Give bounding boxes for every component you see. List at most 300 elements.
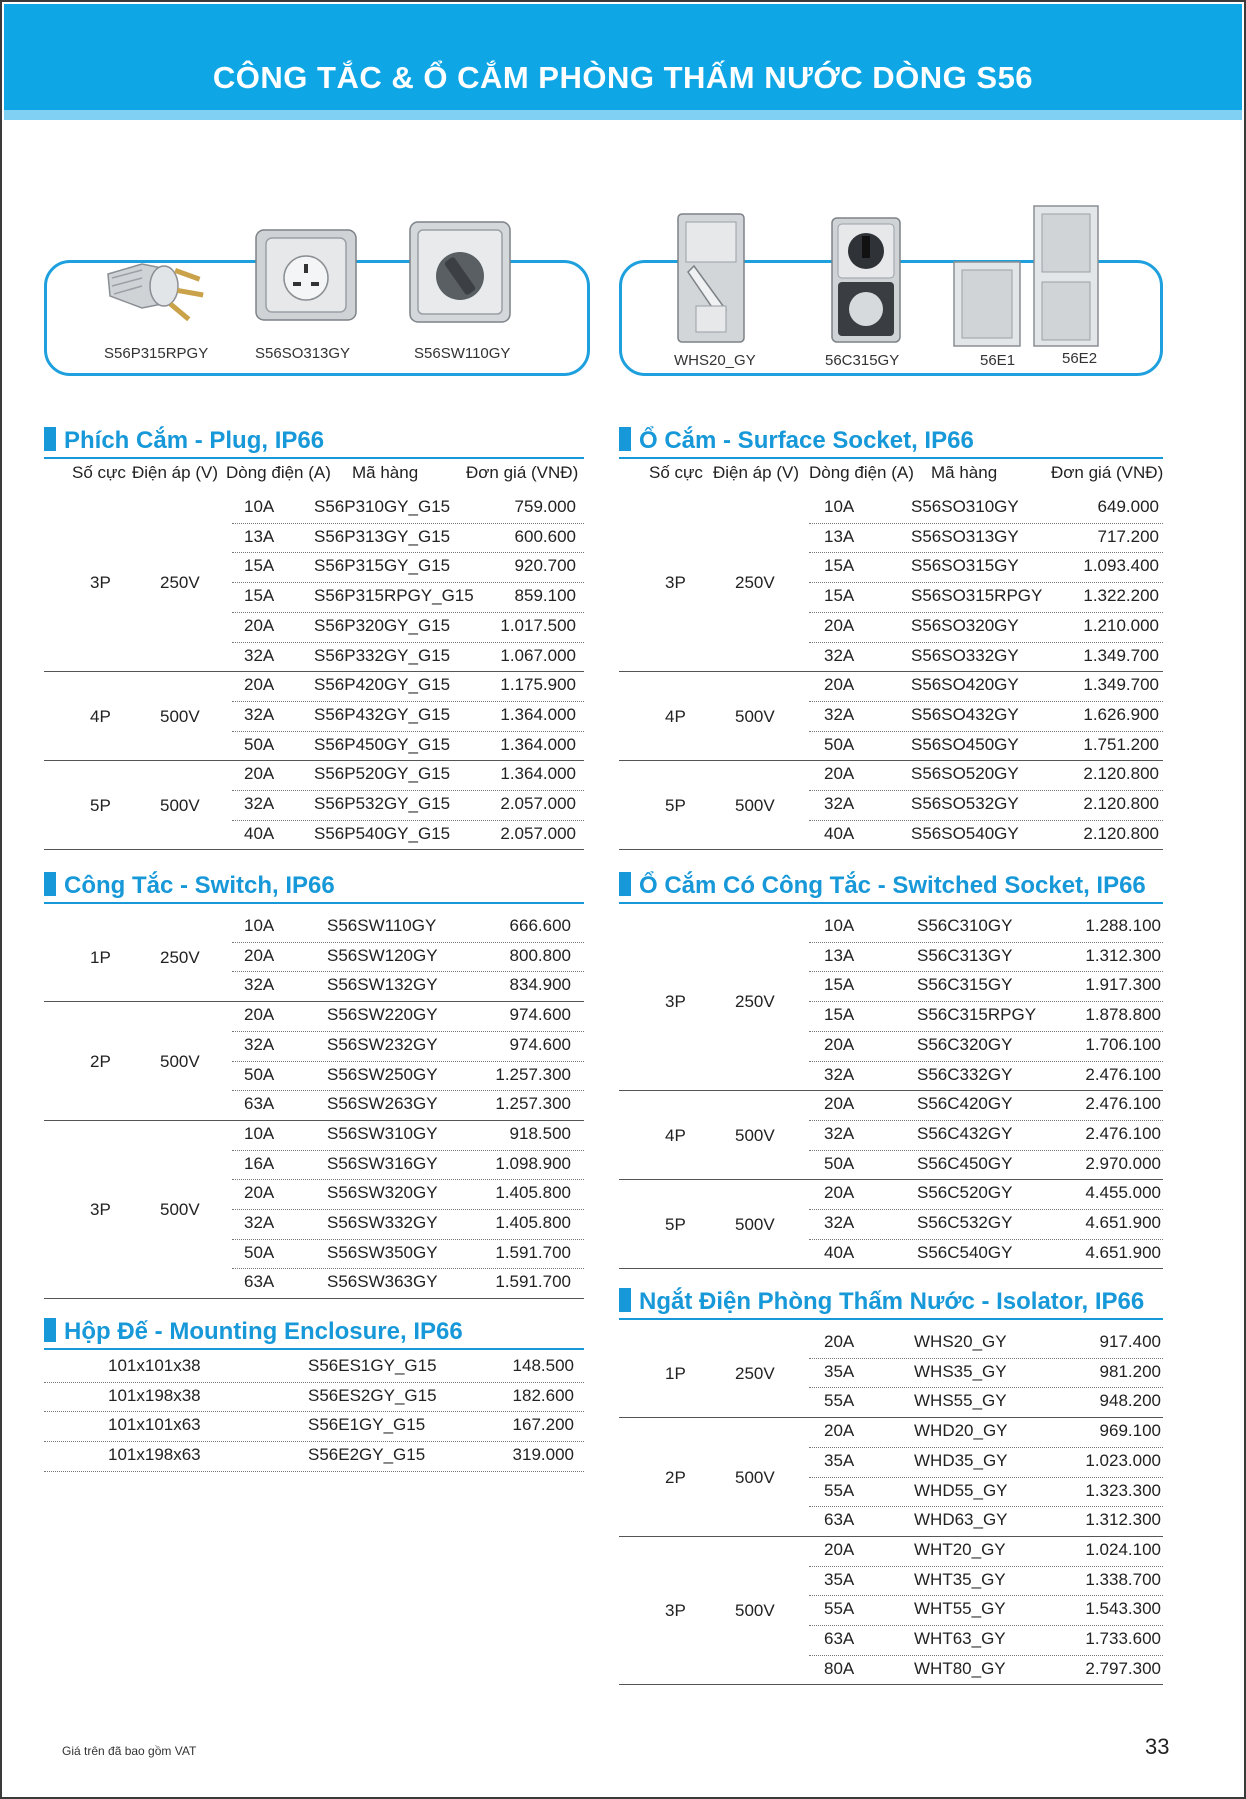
column-header-price: Đơn giá (VNĐ): [466, 463, 579, 482]
current-cell: 50A: [244, 734, 275, 754]
row-divider: [809, 1358, 1163, 1359]
poles-cell: 1P: [90, 947, 111, 967]
price-cell: 1.338.700: [1085, 1569, 1161, 1589]
price-cell: 1.288.100: [1085, 916, 1161, 935]
product-code-cell: S56C540GY: [917, 1242, 1013, 1262]
section-title: [44, 427, 324, 455]
current-cell: 32A: [244, 794, 275, 813]
showcase-label: WHS20_GY: [674, 352, 756, 369]
section-rule: [619, 1318, 1163, 1320]
row-divider: [809, 790, 1163, 791]
product-code-cell: S56P540GY_G15: [314, 823, 451, 843]
row-divider: [232, 1179, 584, 1180]
product-code-cell: WHT63_GY: [914, 1629, 1006, 1648]
price-cell: 1.349.700: [1083, 645, 1159, 665]
plug-product-image: [102, 234, 212, 329]
current-cell: 20A: [244, 615, 275, 635]
price-cell: 2.120.800: [1083, 794, 1159, 813]
product-code-cell: WHD35_GY: [914, 1450, 1008, 1470]
current-cell: 20A: [824, 1539, 855, 1559]
product-code-cell: S56P310GY_G15: [314, 497, 451, 516]
row-divider: [809, 942, 1163, 943]
column-header-voltage: Điện áp (V): [132, 463, 218, 482]
current-cell: 32A: [244, 1213, 275, 1232]
size-cell: 101x101x63: [108, 1415, 201, 1435]
current-cell: 80A: [824, 1658, 855, 1678]
product-code-cell: S56SW350GY: [327, 1242, 438, 1262]
row-divider: [232, 1268, 584, 1269]
row-divider: [809, 1120, 1163, 1121]
row-divider: [44, 1471, 584, 1472]
voltage-cell: 250V: [735, 992, 775, 1012]
row-divider: [232, 820, 584, 821]
current-cell: 50A: [824, 1153, 855, 1173]
current-cell: 20A: [244, 764, 275, 784]
current-cell: 20A: [824, 1183, 855, 1203]
row-divider: [232, 790, 584, 791]
row-divider: [232, 612, 584, 613]
current-cell: 20A: [824, 1034, 855, 1054]
row-divider: [809, 523, 1163, 524]
product-code-cell: S56E1GY_G15: [308, 1415, 426, 1435]
product-code-cell: S56P532GY_G15: [314, 794, 451, 813]
current-cell: 10A: [824, 497, 855, 516]
product-code-cell: S56SW320GY: [327, 1183, 438, 1203]
product-code-cell: S56P450GY_G15: [314, 734, 451, 754]
group-divider: [619, 1417, 1163, 1418]
price-cell: 800.800: [509, 945, 571, 965]
product-code-cell: WHT20_GY: [914, 1539, 1006, 1559]
row-divider: [232, 731, 584, 732]
price-cell: 1.349.700: [1083, 675, 1159, 695]
current-cell: 20A: [824, 615, 855, 635]
product-code-cell: S56C450GY: [917, 1153, 1013, 1173]
poles-cell: 5P: [665, 1214, 686, 1234]
current-cell: 10A: [244, 497, 275, 516]
row-divider: [809, 1447, 1163, 1448]
product-code-cell: S56ES2GY_G15: [308, 1385, 437, 1405]
price-cell: 948.200: [1099, 1391, 1161, 1411]
product-code-cell: S56SO332GY: [911, 645, 1019, 665]
product-code-cell: S56C315RPGY: [917, 1005, 1037, 1025]
group-divider: [44, 760, 584, 761]
price-cell: 1.067.000: [500, 645, 576, 665]
row-divider: [232, 701, 584, 702]
current-cell: 13A: [824, 526, 855, 546]
product-code-cell: S56SW250GY: [327, 1064, 438, 1084]
product-code-cell: S56SW316GY: [327, 1153, 438, 1173]
price-cell: 1.175.900: [500, 675, 576, 695]
price-cell: 1.312.300: [1085, 1510, 1161, 1530]
poles-cell: 2P: [665, 1467, 686, 1487]
product-code-cell: S56SO315RPGY: [911, 586, 1043, 606]
product-code-cell: S56SW220GY: [327, 1005, 438, 1025]
price-cell: 1.917.300: [1085, 975, 1161, 995]
row-divider: [232, 1209, 584, 1210]
row-divider: [809, 1506, 1163, 1507]
showcase-label: S56P315RPGY: [104, 345, 209, 362]
current-cell: 13A: [824, 945, 855, 965]
product-code-cell: S56SW310GY: [327, 1123, 438, 1143]
product-code-cell: S56C320GY: [917, 1034, 1013, 1054]
price-cell: 167.200: [512, 1415, 574, 1435]
current-cell: 35A: [824, 1569, 855, 1589]
header-banner: [4, 4, 1242, 120]
row-divider: [809, 1625, 1163, 1626]
price-cell: 1.210.000: [1083, 615, 1159, 635]
row-divider: [232, 971, 584, 972]
row-divider: [232, 642, 584, 643]
product-code-cell: S56P313GY_G15: [314, 526, 451, 546]
product-code-cell: S56SO420GY: [911, 675, 1019, 695]
current-cell: 55A: [824, 1599, 855, 1619]
product-code-cell: S56SO450GY: [911, 734, 1019, 754]
section-title: [44, 1318, 463, 1346]
product-code-cell: S56P320GY_G15: [314, 615, 451, 635]
product-code-cell: S56SW332GY: [327, 1213, 438, 1232]
showcase-label: S56SO313GY: [255, 345, 351, 362]
size-cell: 101x101x38: [108, 1356, 201, 1375]
group-divider: [619, 1268, 1163, 1269]
current-cell: 20A: [824, 1421, 855, 1441]
current-cell: 32A: [244, 645, 275, 665]
price-cell: 1.405.800: [495, 1213, 571, 1232]
row-divider: [809, 582, 1163, 583]
section-title-text: Phích Cắm - Plug, IP66: [64, 427, 325, 454]
product-code-cell: S56C310GY: [917, 916, 1013, 935]
current-cell: 40A: [824, 823, 855, 843]
voltage-cell: 500V: [735, 706, 775, 726]
product-code-cell: S56P432GY_G15: [314, 704, 451, 724]
current-cell: 40A: [824, 1242, 855, 1262]
product-code-cell: WHD20_GY: [914, 1421, 1008, 1441]
product-code-cell: WHT35_GY: [914, 1569, 1006, 1589]
current-cell: 15A: [244, 586, 275, 606]
section-title-text: Ngắt Điện Phòng Thấm Nước - Isolator, IP66: [639, 1288, 1145, 1315]
price-cell: 918.500: [509, 1123, 571, 1143]
product-code-cell: S56ES1GY_G15: [308, 1356, 437, 1375]
product-code-cell: S56C520GY: [917, 1183, 1013, 1203]
group-divider: [619, 671, 1163, 672]
section-rule: [44, 457, 584, 459]
section-title-text: Ổ Cắm - Surface Socket, IP66: [639, 427, 974, 454]
section-marker: [44, 872, 56, 896]
group-divider: [44, 1001, 584, 1002]
section-rule: [619, 457, 1163, 459]
section-title-text: Công Tắc - Switch, IP66: [64, 872, 335, 899]
price-cell: 1.364.000: [500, 734, 576, 754]
current-cell: 55A: [824, 1480, 855, 1500]
page-title: CÔNG TẮC & Ổ CẮM PHÒNG THẤM NƯỚC DÒNG S56: [212, 60, 1034, 95]
price-cell: 4.651.900: [1085, 1213, 1161, 1232]
current-cell: 32A: [824, 1123, 855, 1143]
voltage-cell: 250V: [735, 1363, 775, 1383]
price-cell: 917.400: [1099, 1332, 1161, 1351]
poles-cell: 1P: [665, 1363, 686, 1383]
price-cell: 2.057.000: [500, 794, 576, 813]
row-divider: [809, 1566, 1163, 1567]
row-divider: [809, 731, 1163, 732]
product-code-cell: S56C332GY: [917, 1064, 1013, 1084]
price-cell: 717.200: [1097, 526, 1159, 546]
poles-cell: 5P: [665, 795, 686, 815]
price-cell: 2.476.100: [1085, 1123, 1161, 1143]
section-rule: [44, 902, 584, 904]
showcase-label: S56SW110GY: [414, 345, 511, 362]
group-divider: [619, 1536, 1163, 1537]
group-divider: [44, 1120, 584, 1121]
price-cell: 4.651.900: [1085, 1242, 1161, 1262]
showcase-label: 56C315GY: [825, 352, 900, 369]
product-code-cell: S56C532GY: [917, 1213, 1013, 1232]
group-divider: [619, 849, 1163, 850]
column-header-poles: Số cực: [72, 463, 126, 482]
poles-cell: 4P: [665, 706, 686, 726]
section-title-text: Hộp Đế - Mounting Enclosure, IP66: [64, 1318, 463, 1345]
row-divider: [232, 1061, 584, 1062]
row-divider: [809, 1061, 1163, 1062]
section-rule: [619, 902, 1163, 904]
price-cell: 1.257.300: [495, 1094, 571, 1114]
current-cell: 15A: [244, 556, 275, 576]
price-cell: 759.000: [514, 497, 576, 516]
price-cell: 666.600: [509, 916, 571, 935]
price-cell: 1.591.700: [495, 1272, 571, 1292]
row-divider: [232, 1150, 584, 1151]
section-marker: [44, 1318, 56, 1342]
size-cell: 101x198x63: [108, 1445, 201, 1465]
current-cell: 15A: [824, 556, 855, 576]
current-cell: 10A: [824, 916, 855, 935]
product-code-cell: WHS55_GY: [914, 1391, 1007, 1411]
price-cell: 1.024.100: [1085, 1539, 1161, 1559]
price-cell: 2.797.300: [1085, 1658, 1161, 1678]
column-header-current: Dòng điện (A): [809, 463, 914, 482]
product-code-cell: WHS35_GY: [914, 1361, 1007, 1381]
showcase-label: 56E2: [1062, 350, 1098, 367]
section-title: [44, 872, 335, 900]
column-header-poles: Số cực: [649, 463, 703, 482]
row-divider: [809, 1150, 1163, 1151]
product-code-cell: S56SW363GY: [327, 1272, 438, 1292]
price-cell: 2.057.000: [500, 823, 576, 843]
row-divider: [809, 1209, 1163, 1210]
row-divider: [809, 1387, 1163, 1388]
group-divider: [44, 1298, 584, 1299]
row-divider: [232, 1090, 584, 1091]
price-cell: 1.733.600: [1085, 1629, 1161, 1648]
current-cell: 50A: [244, 1064, 275, 1084]
price-cell: 4.455.000: [1085, 1183, 1161, 1203]
price-cell: 834.900: [509, 975, 571, 995]
socket-product-image: [252, 224, 362, 329]
price-cell: 1.312.300: [1085, 945, 1161, 965]
price-cell: 1.751.200: [1083, 734, 1159, 754]
group-divider: [44, 849, 584, 850]
row-divider: [232, 1239, 584, 1240]
price-cell: 1.017.500: [500, 615, 576, 635]
product-code-cell: S56SO315GY: [911, 556, 1019, 576]
price-cell: 2.476.100: [1085, 1064, 1161, 1084]
poles-cell: 3P: [665, 1601, 686, 1621]
current-cell: 35A: [824, 1361, 855, 1381]
current-cell: 20A: [824, 1094, 855, 1114]
row-divider: [232, 552, 584, 553]
row-divider: [809, 1239, 1163, 1240]
price-cell: 920.700: [514, 556, 576, 576]
section-title: [619, 872, 1146, 900]
group-divider: [619, 1090, 1163, 1091]
current-cell: 16A: [244, 1153, 275, 1173]
column-header-current: Dòng điện (A): [226, 463, 331, 482]
price-cell: 1.364.000: [500, 704, 576, 724]
voltage-cell: 500V: [735, 1214, 775, 1234]
price-cell: 1.364.000: [500, 764, 576, 784]
row-divider: [809, 1595, 1163, 1596]
price-cell: 182.600: [512, 1385, 574, 1405]
product-code-cell: S56P332GY_G15: [314, 645, 451, 665]
current-cell: 20A: [244, 1005, 275, 1025]
column-header-code: Mã hàng: [352, 463, 419, 482]
current-cell: 20A: [824, 764, 855, 784]
product-code-cell: S56SW110GY: [327, 916, 437, 935]
column-header-price: Đơn giá (VNĐ): [1051, 463, 1164, 482]
section-marker: [619, 427, 631, 451]
row-divider: [809, 1031, 1163, 1032]
product-code-cell: S56C420GY: [917, 1094, 1013, 1114]
section-title: [619, 427, 974, 455]
poles-cell: 4P: [90, 706, 111, 726]
current-cell: 32A: [824, 1213, 855, 1232]
product-code-cell: S56SO540GY: [911, 823, 1019, 843]
product-code-cell: S56P420GY_G15: [314, 675, 451, 695]
product-code-cell: S56C315GY: [917, 975, 1013, 995]
product-code-cell: S56SW120GY: [327, 945, 438, 965]
current-cell: 10A: [244, 916, 275, 935]
product-code-cell: WHD55_GY: [914, 1480, 1008, 1500]
product-code-cell: WHT80_GY: [914, 1658, 1006, 1678]
poles-cell: 4P: [665, 1125, 686, 1145]
row-divider: [809, 1477, 1163, 1478]
current-cell: 15A: [824, 975, 855, 995]
current-cell: 63A: [824, 1510, 855, 1530]
row-divider: [232, 523, 584, 524]
row-divider: [44, 1441, 584, 1442]
product-code-cell: WHS20_GY: [914, 1332, 1007, 1351]
current-cell: 63A: [244, 1094, 275, 1114]
poles-cell: 2P: [90, 1051, 111, 1071]
row-divider: [809, 971, 1163, 972]
section-marker: [44, 427, 56, 451]
group-divider: [619, 760, 1163, 761]
price-cell: 1.023.000: [1085, 1450, 1161, 1470]
poles-cell: 3P: [90, 1200, 111, 1219]
price-cell: 1.093.400: [1083, 556, 1159, 576]
switched-socket-product-image: [828, 214, 904, 351]
poles-cell: 3P: [90, 573, 111, 593]
price-cell: 1.323.300: [1085, 1480, 1161, 1500]
current-cell: 20A: [244, 1183, 275, 1203]
current-cell: 63A: [824, 1629, 855, 1648]
price-cell: 1.322.200: [1083, 586, 1159, 606]
row-divider: [232, 1031, 584, 1032]
row-divider: [809, 552, 1163, 553]
enclosure-product-image: [950, 200, 1102, 355]
price-cell: 2.120.800: [1083, 764, 1159, 784]
section-title-text: Ổ Cắm Có Công Tắc - Switched Socket, IP66: [639, 872, 1146, 899]
current-cell: 20A: [824, 1332, 855, 1351]
voltage-cell: 500V: [735, 795, 775, 815]
switch-product-image: [406, 218, 516, 333]
voltage-cell: 250V: [160, 573, 200, 593]
row-divider: [232, 942, 584, 943]
voltage-cell: 500V: [735, 1601, 775, 1621]
row-divider: [809, 612, 1163, 613]
size-cell: 101x198x38: [108, 1385, 201, 1405]
current-cell: 32A: [244, 975, 275, 995]
column-header-voltage: Điện áp (V): [713, 463, 799, 482]
row-divider: [809, 642, 1163, 643]
price-cell: 1.543.300: [1085, 1599, 1161, 1619]
price-cell: 319.000: [512, 1445, 574, 1465]
product-code-cell: S56E2GY_G15: [308, 1445, 426, 1465]
section-marker: [619, 1288, 631, 1312]
price-cell: 1.098.900: [495, 1153, 571, 1173]
current-cell: 35A: [824, 1450, 855, 1470]
row-divider: [809, 820, 1163, 821]
current-cell: 40A: [244, 823, 275, 843]
row-divider: [44, 1382, 584, 1383]
product-code-cell: S56SW263GY: [327, 1094, 438, 1114]
current-cell: 10A: [244, 1123, 275, 1143]
current-cell: 20A: [244, 945, 275, 965]
product-code-cell: S56SO310GY: [911, 497, 1019, 516]
vat-note: Giá trên đã bao gồm VAT: [62, 1744, 197, 1758]
group-divider: [44, 671, 584, 672]
price-cell: 974.600: [509, 1034, 571, 1054]
product-code-cell: S56SW132GY: [327, 975, 438, 995]
voltage-cell: 500V: [160, 1051, 200, 1071]
voltage-cell: 500V: [160, 795, 200, 815]
voltage-cell: 500V: [735, 1467, 775, 1487]
section-marker: [619, 872, 631, 896]
product-code-cell: S56SW232GY: [327, 1034, 438, 1054]
current-cell: 55A: [824, 1391, 855, 1411]
current-cell: 50A: [824, 734, 855, 754]
current-cell: 32A: [244, 704, 275, 724]
product-code-cell: S56C432GY: [917, 1123, 1013, 1143]
current-cell: 50A: [244, 1242, 275, 1262]
price-cell: 148.500: [512, 1356, 574, 1375]
poles-cell: 5P: [90, 795, 111, 815]
isolator-product-image: [674, 210, 748, 351]
poles-cell: 3P: [665, 992, 686, 1012]
price-cell: 859.100: [514, 586, 576, 606]
voltage-cell: 500V: [160, 706, 200, 726]
section-title: [619, 1288, 1144, 1316]
price-cell: 2.970.000: [1085, 1153, 1161, 1173]
current-cell: 20A: [824, 675, 855, 695]
current-cell: 15A: [824, 586, 855, 606]
poles-cell: 3P: [665, 573, 686, 593]
price-cell: 2.120.800: [1083, 823, 1159, 843]
voltage-cell: 250V: [160, 947, 200, 967]
current-cell: 63A: [244, 1272, 275, 1292]
voltage-cell: 500V: [735, 1125, 775, 1145]
product-code-cell: WHT55_GY: [914, 1599, 1006, 1619]
page-number: 33: [1145, 1734, 1170, 1759]
section-rule: [44, 1348, 584, 1350]
